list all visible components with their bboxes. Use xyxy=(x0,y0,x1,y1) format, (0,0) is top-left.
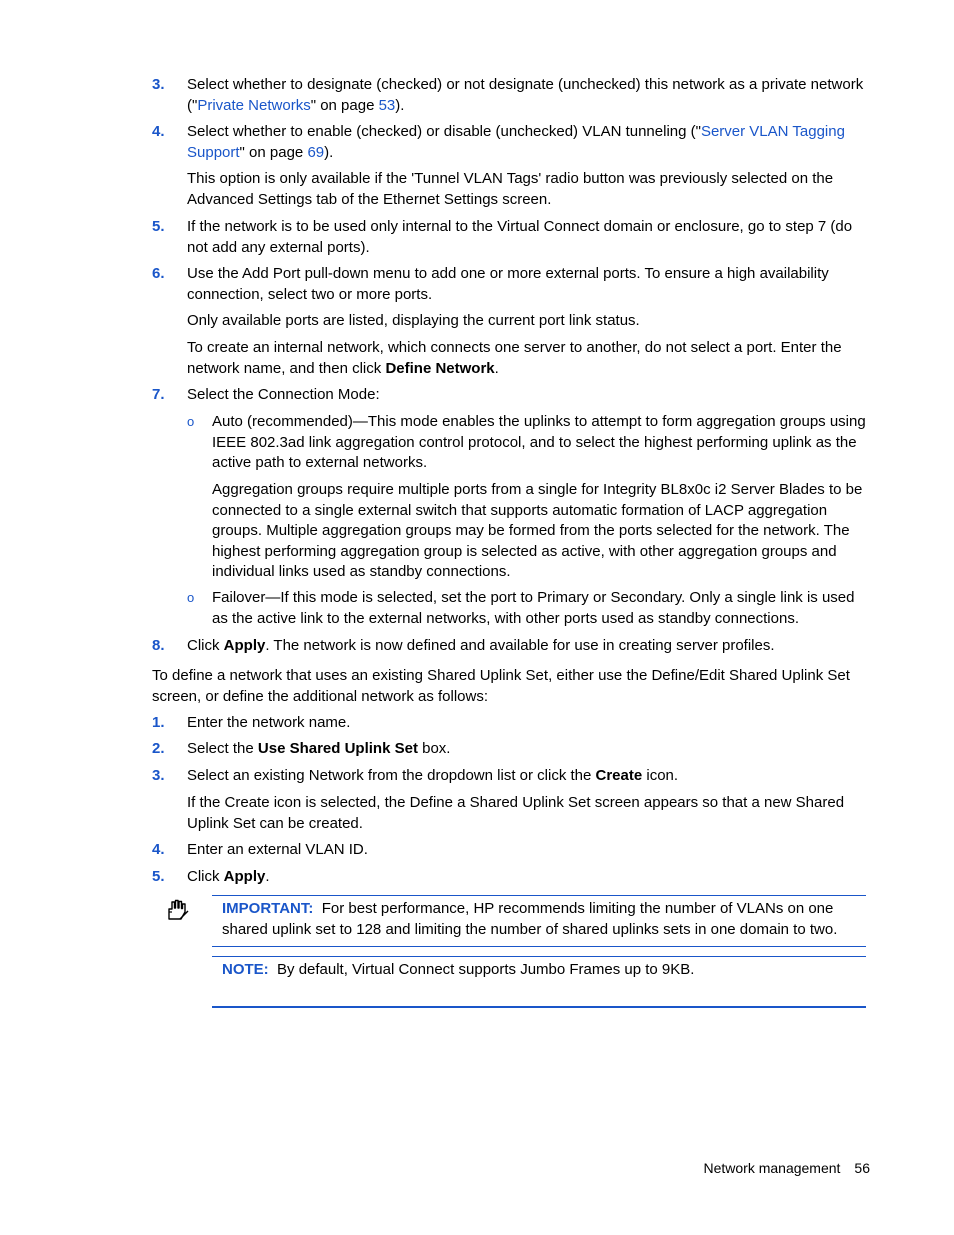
note-callout xyxy=(212,960,866,981)
step-number: 4. xyxy=(152,123,165,140)
step-text: Select whether to designate (checked) or not designate (unchecked) this network as a private network ("Private Networks" on page 53). xyxy=(187,76,864,114)
step-number: 5. xyxy=(152,868,165,885)
note-text: By default, Virtual Connect supports Jumbo Frames up to 9KB. xyxy=(277,961,695,978)
step-text: Select whether to enable (checked) or disable (unchecked) VLAN tunneling ("Server VLAN Tagging Support" on page 69). xyxy=(187,123,845,161)
important-hand-icon xyxy=(166,899,190,921)
footer-section: Network management xyxy=(703,1160,841,1176)
step-text: Enter the network name. xyxy=(187,714,351,731)
bullet-marker: o xyxy=(187,414,195,429)
note-top-rule xyxy=(212,956,866,957)
step-number: 3. xyxy=(152,76,165,93)
step-text: Select the Connection Mode: xyxy=(187,386,380,403)
step-number: 6. xyxy=(152,265,165,282)
bullet-text: Auto (recommended)—This mode enables the uplinks to attempt to form aggregation groups using IEEE 802.3ad link aggregation control protocol, and to select the highest performing uplink as the active path to external networks. xyxy=(212,413,866,471)
step-text: If the network is to be used only internal to the Virtual Connect domain or enclosure, go to step 7 (do not add any external ports). xyxy=(187,218,853,256)
page-footer xyxy=(703,1158,870,1179)
important-text: For best performance, HP recommends limiting the number of VLANs on one shared uplink set to 128 and limiting the number of shared uplinks sets in one domain to two. xyxy=(222,900,838,938)
important-bottom-rule xyxy=(212,946,866,947)
shared-uplink-intro: To define a network that uses an existing Shared Uplink Set, either use the Define/Edit Shared Uplink Set screen, or define the additional network as follows: xyxy=(152,667,850,705)
step-text: Use the Add Port pull-down menu to add one or more external ports. To ensure a high availability connection, select two or more ports. xyxy=(187,265,829,303)
step-6-note-ports: Only available ports are listed, displaying the current port link status. xyxy=(187,312,640,329)
important-top-rule xyxy=(212,895,866,896)
step-text: Select an existing Network from the dropdown list or click the Create icon. xyxy=(187,767,679,784)
important-callout xyxy=(212,899,866,940)
bullet-auto-detail: Aggregation groups require multiple ports from a single for Integrity BL8x0c i2 Server Blades to be connected to a single external switch that supports automatic formation of LACP aggregation groups. Multiple aggregation groups may be formed from the ports selected for the network. The highest performing aggregation group is selected as active, with other aggregation groups and individual links used as standby connections. xyxy=(212,481,863,580)
private-networks-link[interactable]: Private Networks xyxy=(197,96,311,114)
step-number: 4. xyxy=(152,841,165,858)
step-number: 7. xyxy=(152,386,165,403)
step-number: 1. xyxy=(152,714,165,731)
step-b-3-note: If the Create icon is selected, the Define a Shared Uplink Set screen appears so that a new Shared Uplink Set can be created. xyxy=(187,794,845,832)
page-69-link[interactable]: 69 xyxy=(307,143,325,161)
step-text: Click Apply. The network is now defined and available for use in creating server profiles. xyxy=(187,637,775,654)
step-number: 3. xyxy=(152,767,165,784)
bullet-text: Failover—If this mode is selected, set the port to Primary or Secondary. Only a single link is used as the active link to the external networks, with other ports used as standby connections. xyxy=(212,589,855,627)
step-6-note-internal: To create an internal network, which connects one server to another, do not select a port. Enter the network name, and then click Define Network. xyxy=(187,339,842,377)
step-4-note: This option is only available if the 'Tunnel VLAN Tags' radio button was previously selected on the Advanced Settings tab of the Ethernet Settings screen. xyxy=(187,170,834,208)
server-vlan-tagging-link[interactable]: Server VLAN Tagging Support xyxy=(187,123,845,161)
step-number: 2. xyxy=(152,740,165,757)
page-53-link[interactable]: 53 xyxy=(378,96,396,114)
step-number: 8. xyxy=(152,637,165,654)
important-label: IMPORTANT: xyxy=(222,900,314,917)
step-number: 5. xyxy=(152,218,165,235)
step-text: Enter an external VLAN ID. xyxy=(187,841,368,858)
note-bottom-rule xyxy=(212,1006,866,1008)
note-label: NOTE: xyxy=(222,961,269,978)
step-text: Click Apply. xyxy=(187,868,270,885)
step-text: Select the Use Shared Uplink Set box. xyxy=(187,740,451,757)
bullet-marker: o xyxy=(187,590,195,605)
page-number: 56 xyxy=(854,1160,870,1176)
